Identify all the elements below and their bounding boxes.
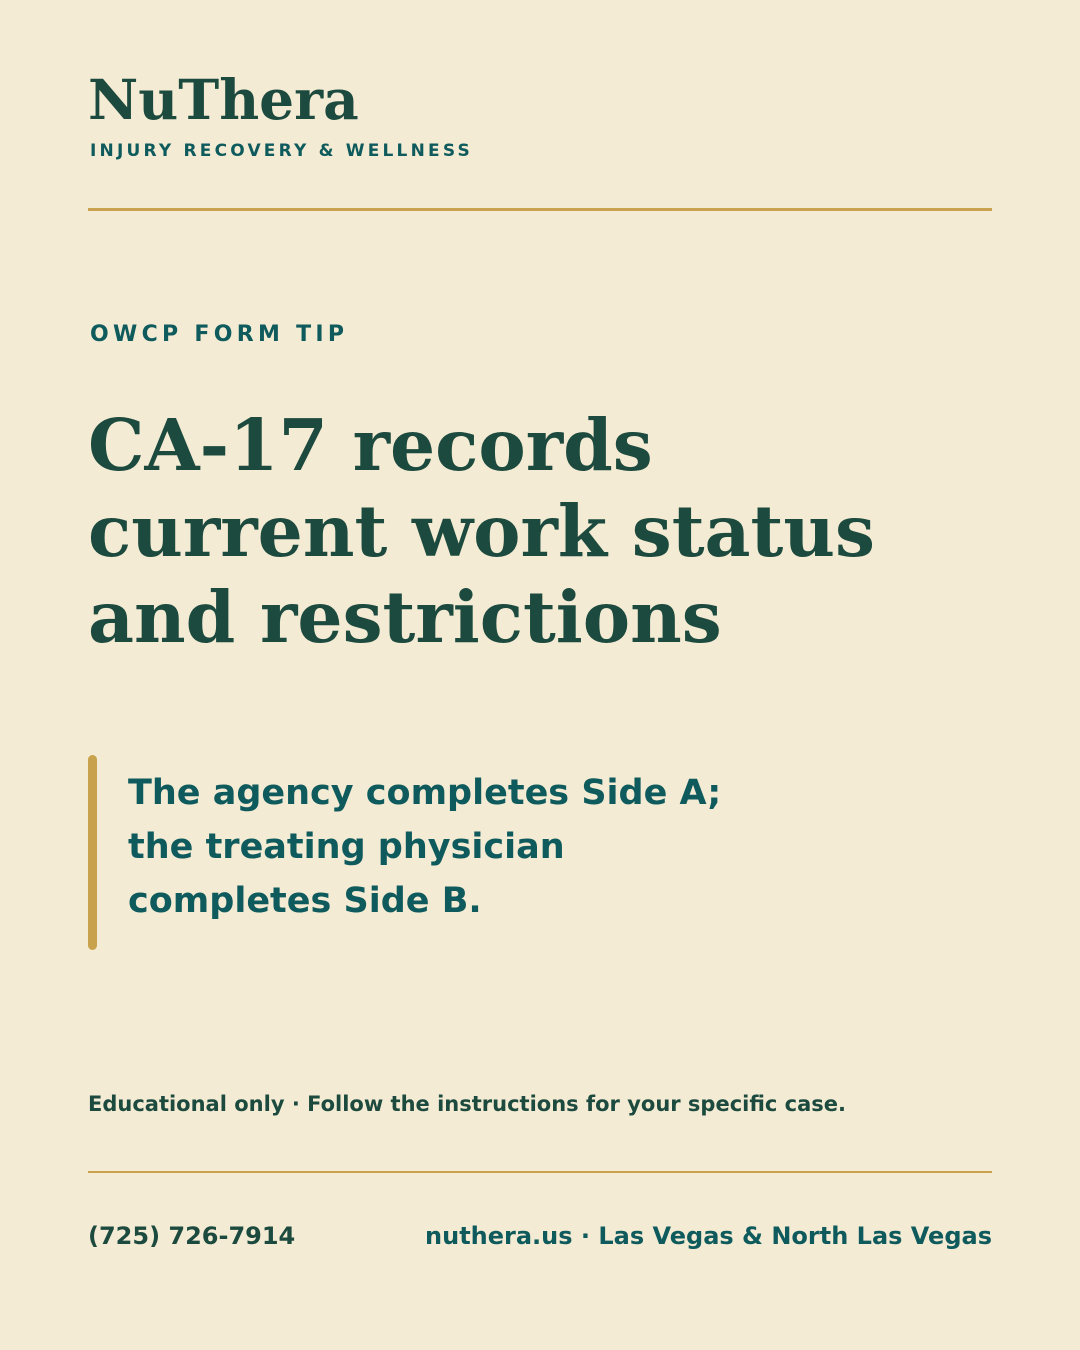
disclaimer: Educational only · Follow the instructions for your specific case. [88,1092,847,1116]
footer-divider [88,1171,992,1173]
callout-accent-bar [88,755,97,950]
callout-line: The agency completes Side A; [128,773,722,813]
callout-line: completes Side B. [128,881,482,921]
section-eyebrow: OWCP FORM TIP [90,322,349,347]
callout-line: the treating physician [128,827,565,867]
callout-text [128,766,988,928]
website-location[interactable]: nuthera.us · Las Vegas & North Las Vegas [425,1222,992,1250]
headline-line: current work status [88,489,875,573]
header-divider [88,208,992,211]
headline [88,402,1028,660]
headline-line: CA-17 records [88,403,653,487]
phone-number[interactable]: (725) 726-7914 [88,1222,296,1250]
brand-tagline: INJURY RECOVERY & WELLNESS [90,141,473,161]
headline-line: and restrictions [88,575,722,659]
brand-name: NuThera [88,67,359,132]
